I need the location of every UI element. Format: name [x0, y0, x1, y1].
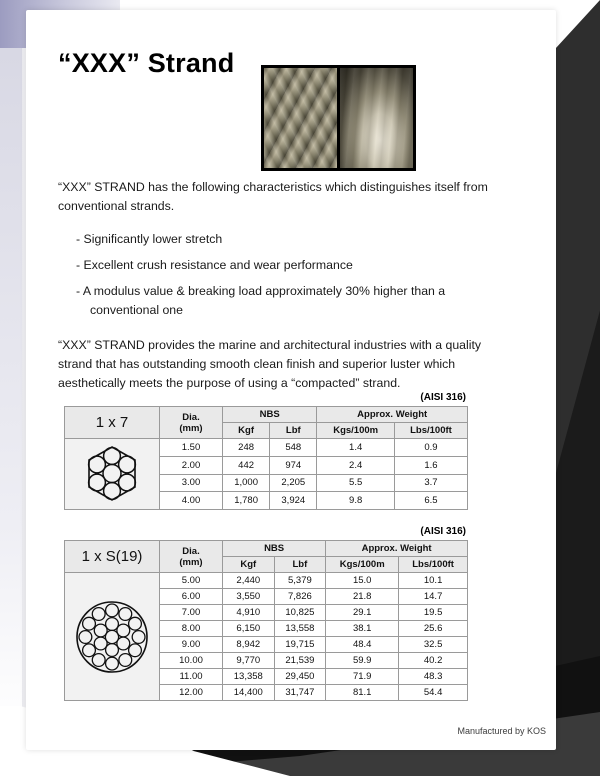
- cell-lbf: 21,539: [274, 653, 326, 669]
- list-item: - Excellent crush resistance and wear performance: [76, 258, 353, 273]
- spec-table-1xs19: [64, 540, 468, 701]
- spec-tables: [64, 392, 468, 701]
- header-nbs: NBS: [223, 407, 317, 423]
- cell-lbf: 974: [270, 456, 317, 474]
- cell-dia: 8.00: [160, 621, 223, 637]
- header-diameter-line2: (mm): [179, 422, 203, 434]
- strand-rope-photo: [264, 68, 337, 168]
- strand-7-wire-icon: [77, 443, 147, 505]
- cell-dia: 4.00: [160, 492, 223, 510]
- list-item: - Significantly lower stretch: [76, 232, 223, 247]
- cell-kgs100m: 5.5: [317, 474, 395, 492]
- cell-kgs100m: 21.8: [326, 589, 399, 605]
- cell-dia: 2.00: [160, 456, 223, 474]
- cell-lbs100ft: 0.9: [394, 439, 467, 457]
- cell-kgf: 1,000: [223, 474, 270, 492]
- cell-kgs100m: 2.4: [317, 456, 395, 474]
- cell-lbs100ft: 40.2: [399, 653, 468, 669]
- intro-paragraph: “XXX” STRAND has the following characteristics which distinguishes itself from conventional strands.: [58, 180, 488, 214]
- page-title: “XXX” Strand: [58, 48, 235, 78]
- cell-dia: 9.00: [160, 637, 223, 653]
- cell-kgs100m: 15.0: [326, 573, 399, 589]
- table-label-1xs19: 1 x S(19): [65, 541, 160, 573]
- header-approx-weight: Approx. Weight: [326, 541, 468, 557]
- header-diameter-line1: Dia.: [182, 545, 200, 557]
- cell-lbs100ft: 6.5: [394, 492, 467, 510]
- list-item-continuation: conventional one: [90, 303, 183, 318]
- cell-lbf: 5,379: [274, 573, 326, 589]
- photo-group: [261, 65, 416, 171]
- page-header: [26, 10, 556, 135]
- manufacturer-note: Manufactured by KOS: [457, 726, 546, 736]
- cell-lbs100ft: 10.1: [399, 573, 468, 589]
- cell-lbf: 2,205: [270, 474, 317, 492]
- cell-lbf: 7,826: [274, 589, 326, 605]
- aisi-label-1: (AISI 316): [420, 392, 466, 403]
- spec-table-1x7: [64, 406, 468, 510]
- table-header-row: [65, 407, 468, 423]
- header-diameter: [160, 407, 223, 439]
- cell-dia: 1.50: [160, 439, 223, 457]
- cell-lbf: 13,558: [274, 621, 326, 637]
- cell-lbs100ft: 14.7: [399, 589, 468, 605]
- table-spacer: [64, 510, 468, 526]
- cell-kgf: 2,440: [223, 573, 275, 589]
- table-row: [65, 439, 468, 457]
- cell-dia: 7.00: [160, 605, 223, 621]
- cell-kgs100m: 1.4: [317, 439, 395, 457]
- table-label-1x7: 1 x 7: [65, 407, 160, 439]
- cell-lbs100ft: 25.6: [399, 621, 468, 637]
- header-kgf: Kgf: [223, 557, 275, 573]
- cell-dia: 3.00: [160, 474, 223, 492]
- cell-dia: 10.00: [160, 653, 223, 669]
- header-lbf: Lbf: [274, 557, 326, 573]
- header-lbs-100ft: Lbs/100ft: [394, 423, 467, 439]
- cell-lbf: 19,715: [274, 637, 326, 653]
- cell-dia: 5.00: [160, 573, 223, 589]
- cell-kgf: 6,150: [223, 621, 275, 637]
- cell-kgs100m: 29.1: [326, 605, 399, 621]
- cell-kgf: 8,942: [223, 637, 275, 653]
- cell-kgs100m: 9.8: [317, 492, 395, 510]
- cell-kgf: 14,400: [223, 685, 275, 701]
- header-diameter-line2: (mm): [179, 556, 203, 568]
- cell-kgf: 13,358: [223, 669, 275, 685]
- cell-dia: 12.00: [160, 685, 223, 701]
- header-kgs-100m: Kgs/100m: [326, 557, 399, 573]
- left-strip-decoration: [0, 48, 22, 728]
- strand-19-wire-icon: [75, 600, 149, 674]
- aisi-label-2: (AISI 316): [420, 526, 466, 537]
- cell-kgs100m: 38.1: [326, 621, 399, 637]
- cell-kgf: 1,780: [223, 492, 270, 510]
- header-diameter: [160, 541, 223, 573]
- cell-dia: 6.00: [160, 589, 223, 605]
- list-item-text: - A modulus value & breaking load approximately 30% higher than a: [76, 284, 446, 299]
- cell-lbs100ft: 3.7: [394, 474, 467, 492]
- characteristics-list: [58, 230, 498, 320]
- cell-kgf: 4,910: [223, 605, 275, 621]
- body-text: [58, 178, 498, 407]
- cell-kgf: 3,550: [223, 589, 275, 605]
- header-lbf: Lbf: [270, 423, 317, 439]
- cell-lbs100ft: 32.5: [399, 637, 468, 653]
- cell-kgs100m: 59.9: [326, 653, 399, 669]
- header-diameter-line1: Dia.: [182, 411, 200, 423]
- cell-lbf: 29,450: [274, 669, 326, 685]
- cell-lbf: 3,924: [270, 492, 317, 510]
- table-header-row: [65, 541, 468, 557]
- header-approx-weight: Approx. Weight: [317, 407, 468, 423]
- cell-dia: 11.00: [160, 669, 223, 685]
- header-kgf: Kgf: [223, 423, 270, 439]
- cell-kgs100m: 81.1: [326, 685, 399, 701]
- cell-lbf: 548: [270, 439, 317, 457]
- cell-kgf: 442: [223, 456, 270, 474]
- cell-kgf: 9,770: [223, 653, 275, 669]
- cell-lbs100ft: 19.5: [399, 605, 468, 621]
- strand-diagram-1x7: [65, 439, 160, 510]
- cell-kgs100m: 48.4: [326, 637, 399, 653]
- cell-lbs100ft: 54.4: [399, 685, 468, 701]
- cell-kgf: 248: [223, 439, 270, 457]
- cell-lbf: 10,825: [274, 605, 326, 621]
- cell-lbs100ft: 48.3: [399, 669, 468, 685]
- strand-diagram-1xs19: [65, 573, 160, 701]
- content-card: [26, 10, 556, 750]
- closing-paragraph: “XXX” STRAND provides the marine and architectural industries with a quality strand that has outstanding smooth clean finish and superior luster which aesthetically meets the purpose of using a “compacted” strand.: [58, 338, 482, 391]
- cell-kgs100m: 71.9: [326, 669, 399, 685]
- header-lbs-100ft: Lbs/100ft: [399, 557, 468, 573]
- header-nbs: NBS: [223, 541, 326, 557]
- header-kgs-100m: Kgs/100m: [317, 423, 395, 439]
- strand-cross-section-photo: [340, 68, 413, 168]
- list-item: [76, 282, 498, 320]
- cell-lbf: 31,747: [274, 685, 326, 701]
- table-row: [65, 573, 468, 589]
- cell-lbs100ft: 1.6: [394, 456, 467, 474]
